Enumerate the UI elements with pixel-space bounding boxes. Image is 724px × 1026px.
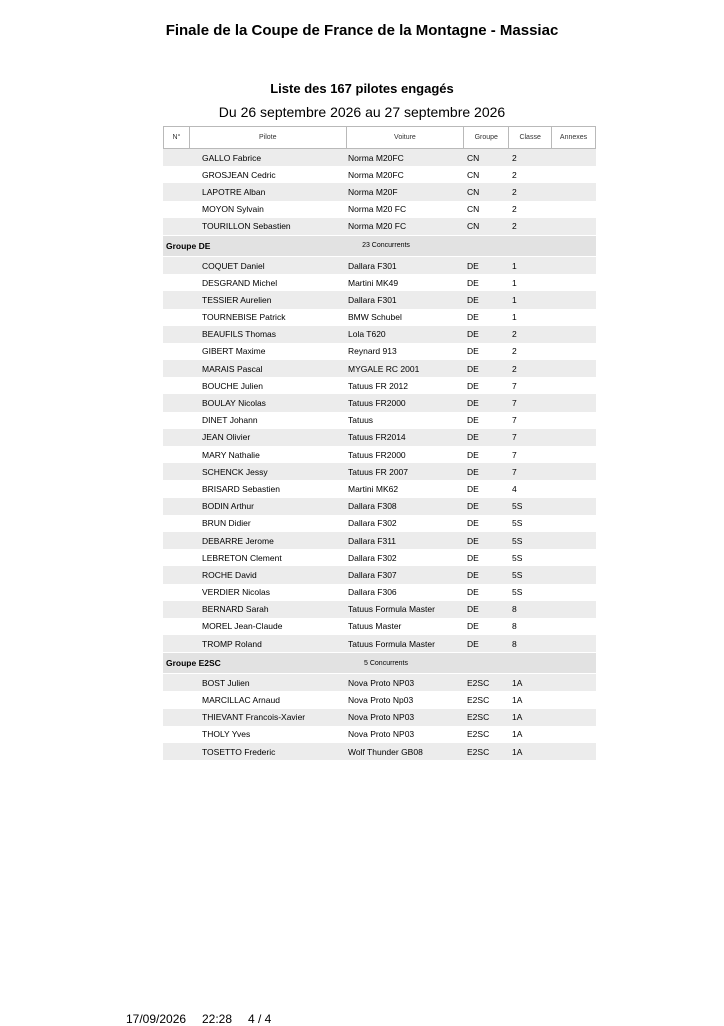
class-code: 8 — [512, 621, 517, 632]
class-code: 1A — [512, 746, 523, 757]
group-code: DE — [467, 621, 479, 632]
class-code: 7 — [512, 415, 517, 426]
pilot-name: THOLY Yves — [202, 729, 251, 740]
car-model: Tatuus FR 2012 — [348, 380, 409, 391]
table-row — [163, 201, 596, 218]
pilot-name: SCHENCK Jessy — [202, 466, 268, 477]
table-row — [163, 584, 596, 601]
car-model: Dallara F301 — [348, 260, 397, 271]
car-model: Wolf Thunder GB08 — [348, 746, 423, 757]
footer-date: 17/09/2026 — [126, 1012, 187, 1026]
pilot-name: TROMP Roland — [202, 638, 262, 649]
table-row — [163, 726, 596, 743]
group-count: 5 Concurrents — [364, 659, 408, 667]
group-code: DE — [467, 552, 479, 563]
group-code: CN — [467, 186, 480, 197]
group-code: CN — [467, 169, 480, 180]
car-model: Norma M20 FC — [348, 204, 407, 215]
car-model: Nova Proto NP03 — [348, 677, 415, 688]
pilot-name: GIBERT Maxime — [202, 346, 266, 357]
group-code: DE — [467, 483, 479, 494]
group-name: Groupe DE — [166, 240, 211, 251]
car-model: Dallara F302 — [348, 552, 397, 563]
class-code: 2 — [512, 221, 517, 232]
table-row — [163, 743, 596, 760]
table-row — [163, 515, 596, 532]
table-row — [163, 218, 596, 235]
col-header-voiture: Voiture — [347, 127, 465, 148]
group-code: DE — [467, 432, 479, 443]
table-row — [163, 274, 596, 291]
footer-page-number: 4 / 4 — [248, 1012, 272, 1026]
class-code: 1 — [512, 294, 517, 305]
car-model: Norma M20FC — [348, 152, 404, 163]
group-header-de — [163, 236, 596, 256]
car-model: Dallara F301 — [348, 294, 397, 305]
car-model: Norma M20F — [348, 186, 398, 197]
group-code: E2SC — [467, 712, 490, 723]
document-title: Finale de la Coupe de France de la Montagne - Massiac — [165, 22, 559, 39]
table-row — [163, 709, 596, 726]
rows-de — [163, 257, 596, 652]
pilot-name: MOYON Sylvain — [202, 204, 264, 215]
pilot-name: COQUET Daniel — [202, 260, 265, 271]
table-row — [163, 360, 596, 377]
rows-cn — [163, 149, 596, 235]
pilots-table — [163, 126, 596, 760]
pilot-name: MARY Nathalie — [202, 449, 260, 460]
table-row — [163, 674, 596, 691]
date-range: Du 26 septembre 2026 au 27 septembre 2026 — [218, 104, 506, 120]
table-row — [163, 326, 596, 343]
footer-time: 22:28 — [202, 1012, 233, 1026]
pilot-name: GROSJEAN Cedric — [202, 169, 276, 180]
group-code: DE — [467, 312, 479, 323]
group-code: DE — [467, 604, 479, 615]
group-code: DE — [467, 277, 479, 288]
car-model: MYGALE RC 2001 — [348, 363, 420, 374]
group-code: DE — [467, 535, 479, 546]
car-model: Norma M20 FC — [348, 221, 407, 232]
car-model: Dallara F308 — [348, 501, 397, 512]
class-code: 2 — [512, 329, 517, 340]
class-code: 7 — [512, 380, 517, 391]
table-row — [163, 183, 596, 200]
table-row — [163, 549, 596, 566]
car-model: Martini MK49 — [348, 277, 399, 288]
class-code: 8 — [512, 604, 517, 615]
group-code: DE — [467, 569, 479, 580]
pilot-name: THIEVANT Francois-Xavier — [202, 712, 306, 723]
class-code: 1 — [512, 312, 517, 323]
group-code: DE — [467, 449, 479, 460]
col-header-groupe: Groupe — [464, 127, 509, 148]
car-model: Norma M20FC — [348, 169, 404, 180]
group-code: DE — [467, 518, 479, 529]
car-model: Dallara F311 — [348, 535, 397, 546]
table-row — [163, 429, 596, 446]
car-model: Tatuus Master — [348, 621, 402, 632]
pilot-name: LEBRETON Clement — [202, 552, 282, 563]
col-header-no: N° — [164, 127, 190, 148]
group-code: DE — [467, 501, 479, 512]
table-row — [163, 498, 596, 515]
group-code: DE — [467, 466, 479, 477]
table-row — [163, 377, 596, 394]
pilot-name: TOSETTO Frederic — [202, 746, 276, 757]
pilot-name: ROCHE David — [202, 569, 257, 580]
car-model: Tatuus FR2014 — [348, 432, 406, 443]
group-count: 23 Concurrents — [362, 242, 410, 250]
table-row — [163, 463, 596, 480]
car-model: Dallara F302 — [348, 518, 397, 529]
pilot-name: BODIN Arthur — [202, 501, 254, 512]
class-code: 7 — [512, 398, 517, 409]
class-code: 1A — [512, 729, 523, 740]
class-code: 4 — [512, 483, 517, 494]
class-code: 5S — [512, 518, 523, 529]
group-code: E2SC — [467, 695, 490, 706]
group-code: E2SC — [467, 677, 490, 688]
table-row — [163, 691, 596, 708]
class-code: 2 — [512, 169, 517, 180]
pilot-name: VERDIER Nicolas — [202, 587, 271, 598]
table-row — [163, 309, 596, 326]
pilot-name: JEAN Olivier — [202, 432, 251, 443]
pilot-name: LAPOTRE Alban — [202, 186, 266, 197]
group-code: DE — [467, 260, 479, 271]
class-code: 2 — [512, 363, 517, 374]
class-code: 7 — [512, 466, 517, 477]
car-model: Tatuus Formula Master — [348, 604, 435, 615]
table-row — [163, 291, 596, 308]
class-code: 1A — [512, 677, 523, 688]
class-code: 7 — [512, 449, 517, 460]
group-code: DE — [467, 363, 479, 374]
list-title: Liste des 167 pilotes engagés — [270, 81, 454, 96]
group-name: Groupe E2SC — [166, 658, 221, 669]
class-code: 5S — [512, 552, 523, 563]
group-code: CN — [467, 152, 480, 163]
class-code: 5S — [512, 569, 523, 580]
table-row — [163, 343, 596, 360]
table-row — [163, 394, 596, 411]
table-row — [163, 618, 596, 635]
car-model: BMW Schubel — [348, 312, 402, 323]
class-code: 8 — [512, 638, 517, 649]
class-code: 7 — [512, 432, 517, 443]
group-code: E2SC — [467, 729, 490, 740]
group-code: DE — [467, 587, 479, 598]
car-model: Tatuus Formula Master — [348, 638, 435, 649]
pilot-name: DINET Johann — [202, 415, 258, 426]
pilot-name: MOREL Jean-Claude — [202, 621, 283, 632]
table-row — [163, 446, 596, 463]
pilot-name: TOURNEBISE Patrick — [202, 312, 286, 323]
car-model: Reynard 913 — [348, 346, 397, 357]
table-header — [163, 126, 596, 149]
pilot-name: MARAIS Pascal — [202, 363, 263, 374]
class-code: 2 — [512, 346, 517, 357]
car-model: Tatuus FR2000 — [348, 449, 406, 460]
table-row — [163, 412, 596, 429]
pilot-name: BOULAY Nicolas — [202, 398, 266, 409]
class-code: 1A — [512, 695, 523, 706]
car-model: Nova Proto Np03 — [348, 695, 414, 706]
pilot-name: MARCILLAC Arnaud — [202, 695, 280, 706]
group-code: DE — [467, 346, 479, 357]
col-header-annexes: Annexes — [552, 127, 596, 148]
pilot-name: BRISARD Sebastien — [202, 483, 280, 494]
pilot-name: BERNARD Sarah — [202, 604, 269, 615]
table-row — [163, 566, 596, 583]
car-model: Dallara F306 — [348, 587, 397, 598]
class-code: 5S — [512, 501, 523, 512]
car-model: Nova Proto NP03 — [348, 729, 415, 740]
group-code: DE — [467, 380, 479, 391]
car-model: Lola T620 — [348, 329, 386, 340]
table-row — [163, 149, 596, 166]
pilot-name: BEAUFILS Thomas — [202, 329, 277, 340]
class-code: 5S — [512, 535, 523, 546]
pilot-name: BRUN Didier — [202, 518, 251, 529]
col-header-classe: Classe — [509, 127, 552, 148]
car-model: Martini MK62 — [348, 483, 399, 494]
group-code: CN — [467, 204, 480, 215]
pilot-name: DEBARRE Jerome — [202, 535, 274, 546]
car-model: Tatuus — [348, 415, 374, 426]
car-model: Dallara F307 — [348, 569, 397, 580]
class-code: 1 — [512, 277, 517, 288]
group-code: DE — [467, 329, 479, 340]
group-code: DE — [467, 415, 479, 426]
group-code: DE — [467, 638, 479, 649]
col-header-pilote: Pilote — [190, 127, 347, 148]
pilot-name: DESGRAND Michel — [202, 277, 278, 288]
table-row — [163, 635, 596, 652]
class-code: 5S — [512, 587, 523, 598]
pilot-name: GALLO Fabrice — [202, 152, 262, 163]
pilot-name: TOURILLON Sebastien — [202, 221, 291, 232]
pilot-name: BOUCHE Julien — [202, 380, 263, 391]
car-model: Nova Proto NP03 — [348, 712, 415, 723]
class-code: 2 — [512, 152, 517, 163]
rows-e2sc — [163, 674, 596, 760]
car-model: Tatuus FR2000 — [348, 398, 406, 409]
car-model: Tatuus FR 2007 — [348, 466, 409, 477]
class-code: 2 — [512, 186, 517, 197]
table-row — [163, 480, 596, 497]
table-row — [163, 166, 596, 183]
table-row — [163, 532, 596, 549]
pilot-name: TESSIER Aurelien — [202, 294, 272, 305]
table-row — [163, 601, 596, 618]
group-header-e2sc — [163, 653, 596, 673]
group-code: DE — [467, 398, 479, 409]
class-code: 1A — [512, 712, 523, 723]
class-code: 2 — [512, 204, 517, 215]
group-code: E2SC — [467, 746, 490, 757]
group-code: CN — [467, 221, 480, 232]
group-code: DE — [467, 294, 479, 305]
table-row — [163, 257, 596, 274]
pilot-name: BOST Julien — [202, 677, 250, 688]
class-code: 1 — [512, 260, 517, 271]
